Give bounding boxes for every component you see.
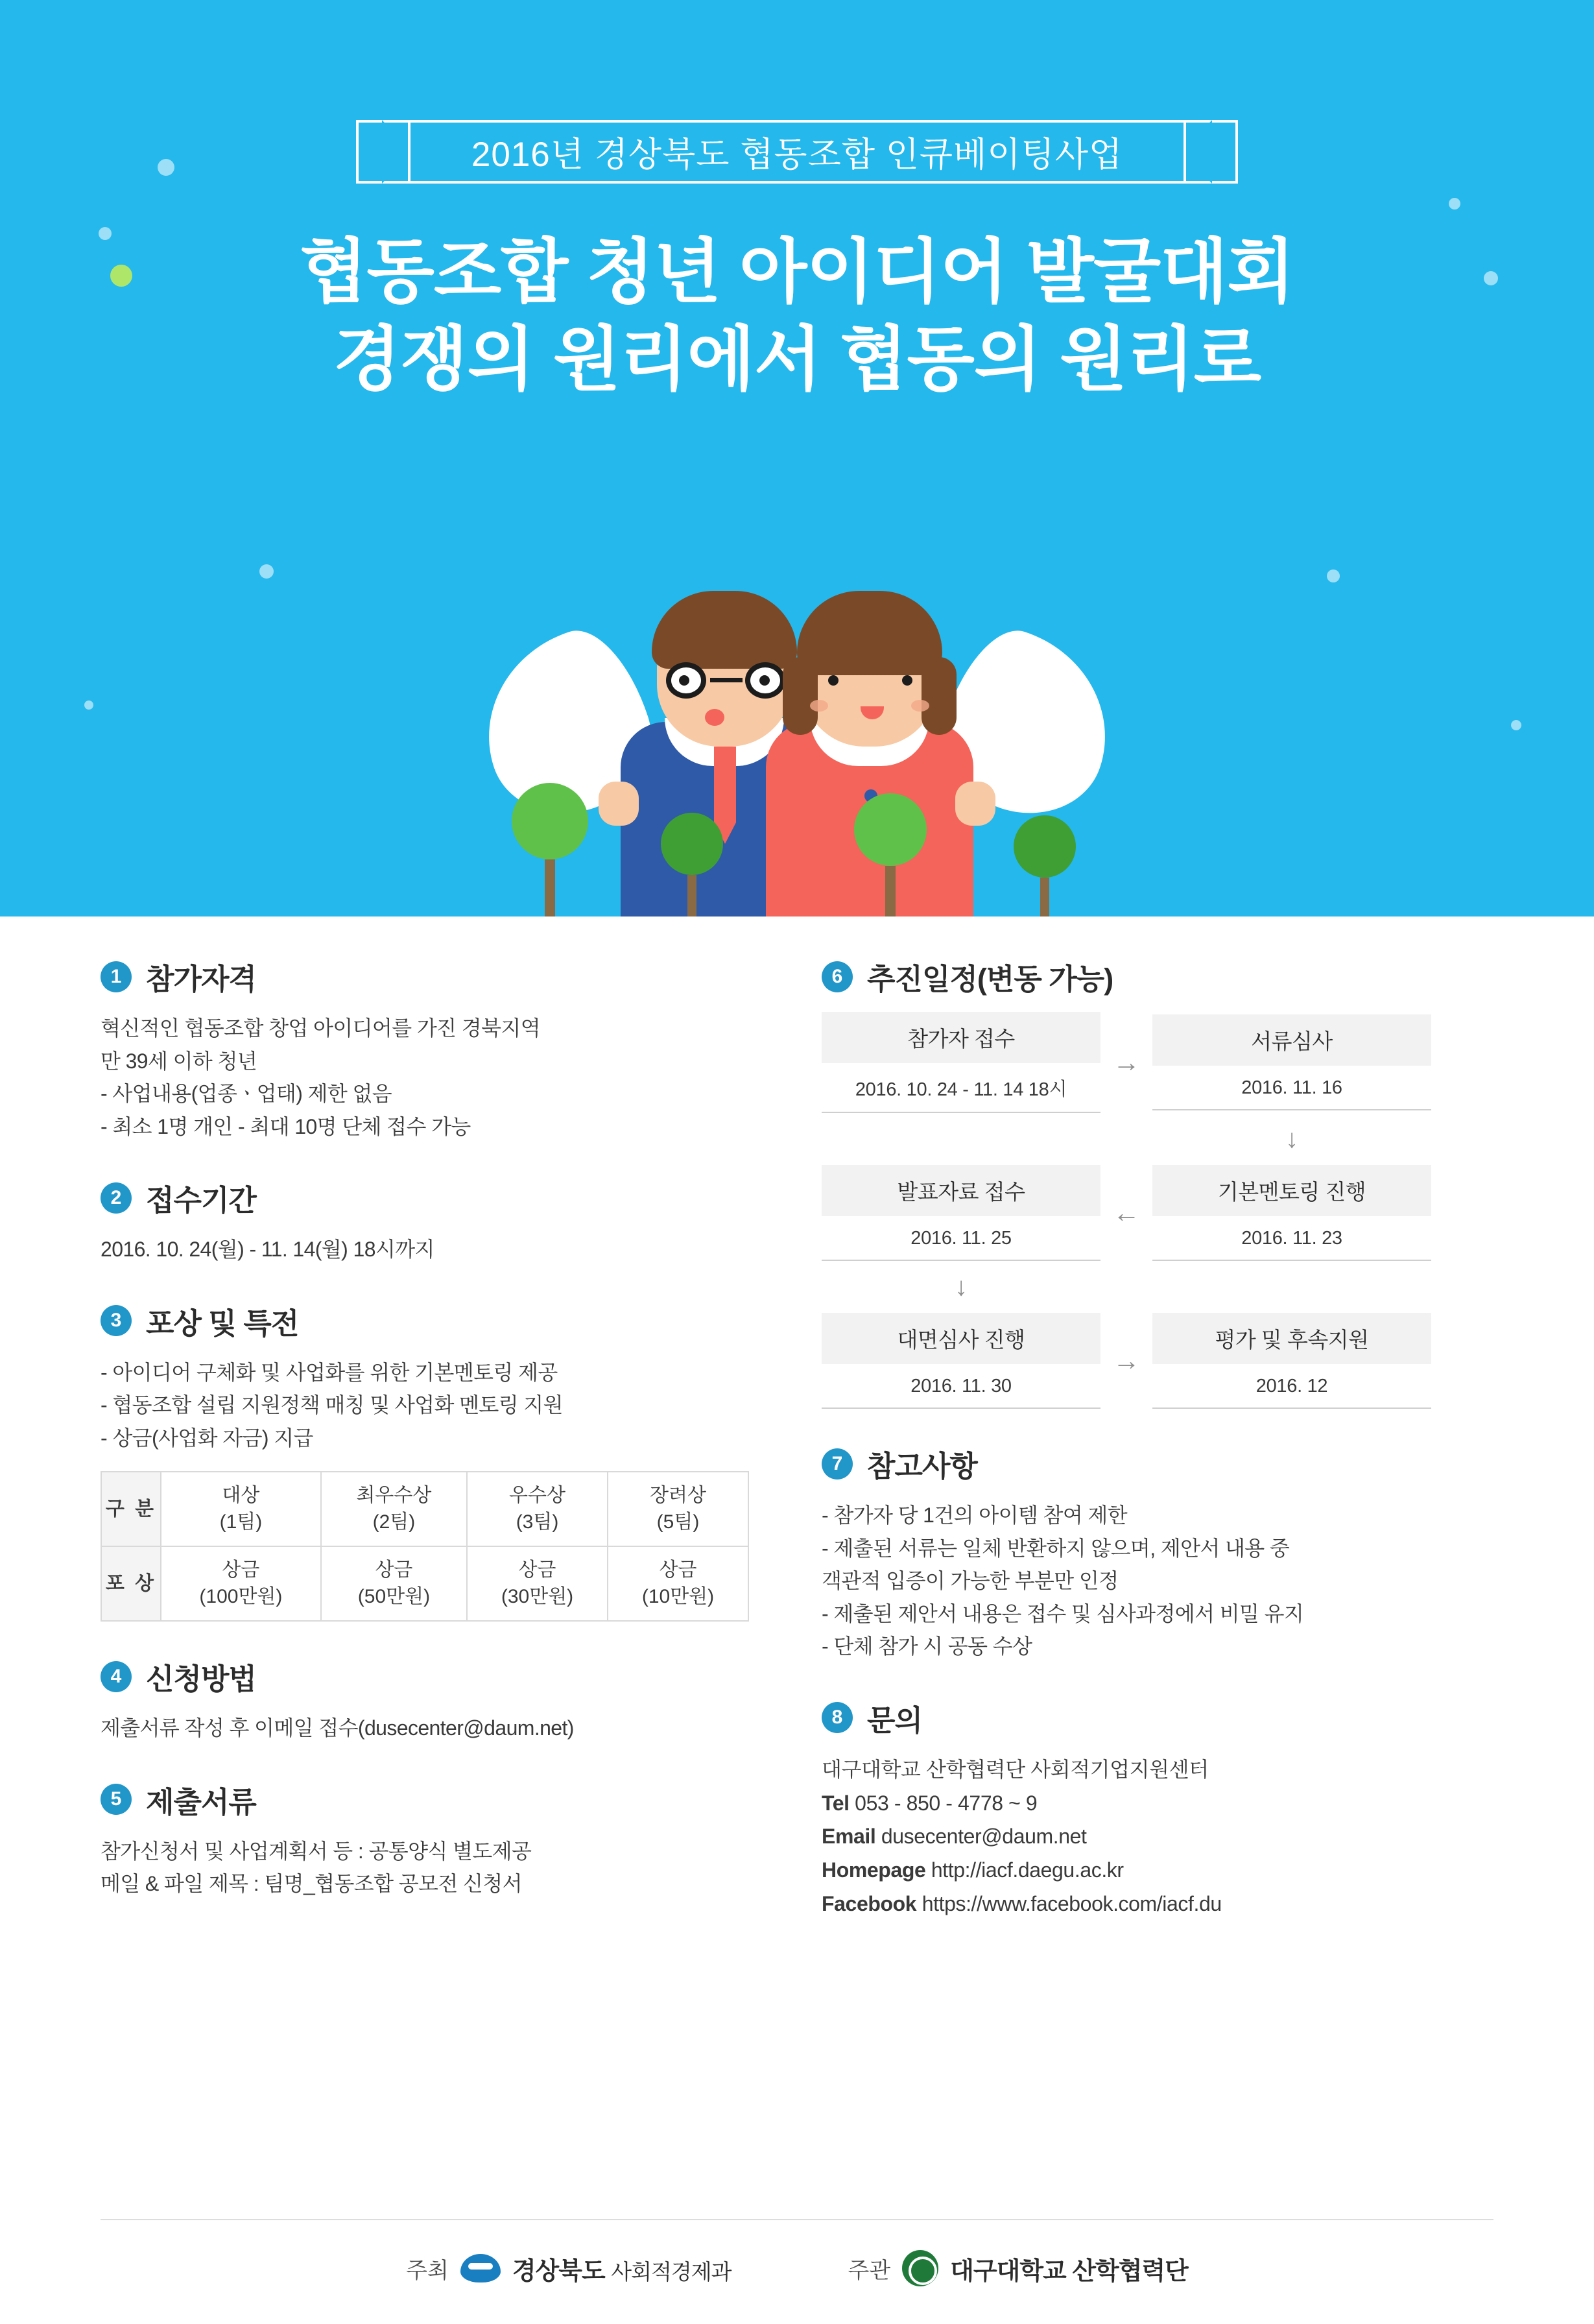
tree-trunk [1040,878,1049,916]
hero-title-line2: 경쟁의 원리에서 협동의 원리로 [333,320,1261,399]
tree-crown [512,783,588,859]
arrow-right-icon: → [1113,1345,1140,1376]
step-date: 2016. 10. 24 - 11. 14 18시 [855,1079,1067,1100]
section-number-badge: 2 [101,1182,132,1214]
girl-cheek-right [911,700,929,712]
contact-value[interactable]: http://iacf.daegu.ac.kr [931,1858,1124,1882]
step-date: 2016. 11. 16 [1241,1077,1342,1098]
prize-amount: (30만원) [501,1585,574,1607]
section-body [101,1712,772,1745]
contact-email[interactable] [822,1820,1493,1854]
connector-row [822,1261,1431,1313]
section-title: 참고사항 [867,1450,977,1483]
decorative-dot [1511,720,1521,730]
footer-organizer-role: 주관 [848,2258,891,2283]
body-line: - 상금(사업화 자금) 지급 [101,1426,313,1450]
tree-trunk [687,875,696,916]
section-title: 제출서류 [146,1785,256,1819]
contact-tel [822,1787,1493,1821]
section-title: 참가자격 [146,963,256,996]
table-cell [321,1546,467,1621]
girl-hair [797,591,942,675]
tree-crown [661,813,723,875]
schedule-flow [822,1012,1493,1409]
girl-ponytail-right [922,657,957,735]
prize-name: 대상 [222,1485,260,1507]
contact-label: Facebook [822,1892,917,1916]
decorative-dot [259,564,274,579]
section-number-badge: 5 [101,1784,132,1815]
gyeongsangbuk-logo-icon [460,2254,501,2282]
girl-cheek-left [810,700,828,712]
section-body [822,1499,1493,1663]
section-contact [822,1697,1493,1921]
schedule-step-1 [822,1012,1100,1113]
step-date: 2016. 11. 23 [1241,1228,1342,1249]
row-header-reward: 포 상 [101,1546,161,1621]
table-cell [321,1472,467,1546]
tree-crown [1014,815,1076,878]
decorative-dot [84,701,93,710]
tree-icon [1014,815,1076,916]
table-cell [608,1472,748,1546]
contact-facebook[interactable] [822,1887,1493,1921]
arrow-left-icon: ← [1113,1197,1140,1228]
section-header [822,1443,1493,1485]
step-label: 대면심사 진행 [822,1313,1100,1364]
section-number-badge: 7 [822,1448,853,1479]
section-title: 포상 및 특전 [146,1306,299,1340]
body-line: - 단체 참가 시 공동 수상 [822,1635,1032,1659]
ribbon-label: 2016년 경상북도 협동조합 인큐베이팅사업 [471,136,1123,174]
table-cell [608,1546,748,1621]
right-column [822,955,1493,1955]
section-number-badge: 4 [101,1661,132,1692]
step-label: 발표자료 접수 [822,1165,1100,1216]
contact-org: 대구대학교 산학협력단 사회적기업지원센터 [822,1757,1209,1781]
section-body [101,1835,772,1900]
section-application-period [101,1177,772,1266]
girl-hand [955,782,995,826]
section-header [101,1177,772,1219]
step-date: 2016. 11. 30 [910,1376,1012,1396]
table-cell [161,1546,321,1621]
prize-name: 우수상 [509,1485,565,1507]
step-label: 기본멘토링 진행 [1152,1165,1431,1216]
section-prizes [101,1300,772,1622]
decorative-dot [158,159,174,176]
step-label: 참가자 접수 [822,1012,1100,1063]
glasses-bridge [710,678,743,682]
schedule-step-6 [1152,1313,1431,1409]
table-row [101,1546,748,1621]
section-header [822,1697,1493,1739]
footer-organizer [848,2250,1188,2286]
contact-value[interactable]: dusecenter@daum.net [881,1825,1087,1849]
section-number-badge: 1 [101,961,132,992]
prize-team: (2팀) [372,1511,416,1533]
body-line: - 참가자 당 1건의 아이템 참여 제한 [822,1503,1128,1527]
prize-table [101,1471,749,1622]
table-cell [467,1472,608,1546]
body-line: 메일 & 파일 제목 : 팀명_협동조합 공모전 신청서 [101,1872,522,1896]
section-title: 추진일정(변동 가능) [867,963,1113,996]
prize-name: 장려상 [650,1485,706,1507]
tree-icon [854,793,927,916]
decorative-dot [1327,569,1340,582]
prize-label: 상금 [659,1559,697,1581]
row-header-division: 구 분 [101,1472,161,1546]
section-header [101,1779,772,1821]
footer-host-org [512,2251,732,2286]
prize-team: (5팀) [656,1511,700,1533]
section-number-badge: 6 [822,961,853,992]
daegu-university-logo-icon [902,2250,938,2286]
schedule-step-4 [822,1165,1100,1261]
footer-host-org-name: 경상북도 [512,2257,605,2285]
girl-eye-left [828,675,839,686]
prize-amount: (50만원) [357,1585,431,1607]
prize-label: 상금 [375,1559,413,1581]
hero-banner [0,0,1594,916]
decorative-dot [1449,198,1460,210]
body-line: - 협동조합 설립 지원정책 매칭 및 사업화 멘토링 지원 [101,1393,563,1417]
left-column [101,955,772,1955]
boy-eye-left [679,675,689,686]
body-line: - 최소 1명 개인 - 최대 10명 단체 접수 가능 [101,1114,471,1138]
section-header [822,955,1493,998]
section-notes [822,1443,1493,1663]
schedule-step-5 [822,1313,1100,1409]
section-number-badge: 3 [101,1305,132,1336]
step-label: 평가 및 후속지원 [1152,1313,1431,1364]
section-number-badge: 8 [822,1702,853,1733]
contact-label: Tel [822,1791,850,1815]
step-date: 2016. 11. 25 [910,1228,1012,1249]
table-cell [467,1546,608,1621]
prize-team: (1팀) [219,1511,263,1533]
table-row [101,1472,748,1546]
prize-amount: (10만원) [641,1585,715,1607]
body-line: - 제출된 서류는 일체 반환하지 않으며, 제안서 내용 중 [822,1536,1290,1560]
boy-hand [599,782,639,826]
body-line: 2016. 10. 24(월) - 11. 14(월) 18시까지 [101,1238,434,1262]
footer-host [406,2251,731,2286]
body-line: - 사업내용(업종ㆍ업태) 제한 없음 [101,1082,392,1106]
tree-trunk [885,866,896,916]
schedule-step-3 [1152,1165,1431,1261]
contact-label: Homepage [822,1858,926,1882]
step-label: 서류심사 [1152,1014,1431,1066]
girl-ponytail-left [783,657,818,735]
prize-team: (3팀) [516,1511,559,1533]
hero-titles [0,230,1594,401]
section-header [101,955,772,998]
section-header [101,1655,772,1697]
contact-value: 053 - 850 - 4778 ~ 9 [855,1791,1038,1815]
section-header [101,1300,772,1342]
table-cell [161,1472,321,1546]
step-date: 2016. 12 [1255,1376,1328,1396]
arrow-right-icon: → [1113,1047,1140,1077]
prize-label: 상금 [518,1559,556,1581]
body-line: 혁신적인 협동조합 창업 아이디어를 가진 경북지역 [101,1016,541,1040]
boy-mouth [705,709,724,726]
prize-name: 최우수상 [356,1485,432,1507]
section-how-to-apply [101,1655,772,1745]
contact-homepage[interactable] [822,1854,1493,1887]
hero-title-line1: 협동조합 청년 아이디어 발굴대회 [300,232,1294,311]
ribbon-banner [356,120,1238,184]
illustration-characters [388,514,1206,916]
section-body [101,1012,772,1143]
connector-row [822,1113,1431,1165]
arrow-down-icon: ↓ [955,1272,968,1301]
tree-crown [854,793,927,866]
tree-icon [512,783,588,916]
footer-organizer-org: 대구대학교 산학협력단 [950,2257,1188,2285]
section-body [101,1356,772,1455]
contact-block [822,1753,1493,1921]
section-title: 문의 [867,1703,922,1737]
section-eligibility [101,955,772,1143]
schedule-step-2 [1152,1014,1431,1110]
tree-trunk [545,859,555,916]
body-line: 참가신청서 및 사업계획서 등 : 공통양식 별도제공 [101,1839,532,1863]
contact-label: Email [822,1825,876,1849]
body-line: 객관적 입증이 가능한 부분만 인정 [822,1569,1119,1593]
content-area [0,916,1594,1955]
body-line: 만 39세 이하 청년 [101,1049,257,1073]
body-line: - 제출된 제안서 내용은 접수 및 심사과정에서 비밀 유지 [822,1601,1304,1625]
footer-host-org-dept: 사회적경제과 [611,2259,732,2284]
prize-amount: (100만원) [199,1585,283,1607]
girl-eye-right [902,675,912,686]
footer-host-role: 주최 [406,2258,449,2283]
section-title: 신청방법 [146,1662,256,1696]
body-line: 제출서류 작성 후 이메일 접수(dusecenter@daum.net) [101,1716,574,1740]
section-documents [101,1779,772,1900]
footer [101,2219,1493,2286]
tree-icon [661,813,723,916]
section-schedule [822,955,1493,1409]
arrow-down-icon: ↓ [1285,1124,1298,1153]
section-title: 접수기간 [146,1184,256,1217]
prize-label: 상금 [222,1559,260,1581]
body-line: - 아이디어 구체화 및 사업화를 위한 기본멘토링 제공 [101,1360,558,1384]
section-body [101,1233,772,1266]
contact-value[interactable]: https://www.facebook.com/iacf.du [922,1892,1222,1916]
